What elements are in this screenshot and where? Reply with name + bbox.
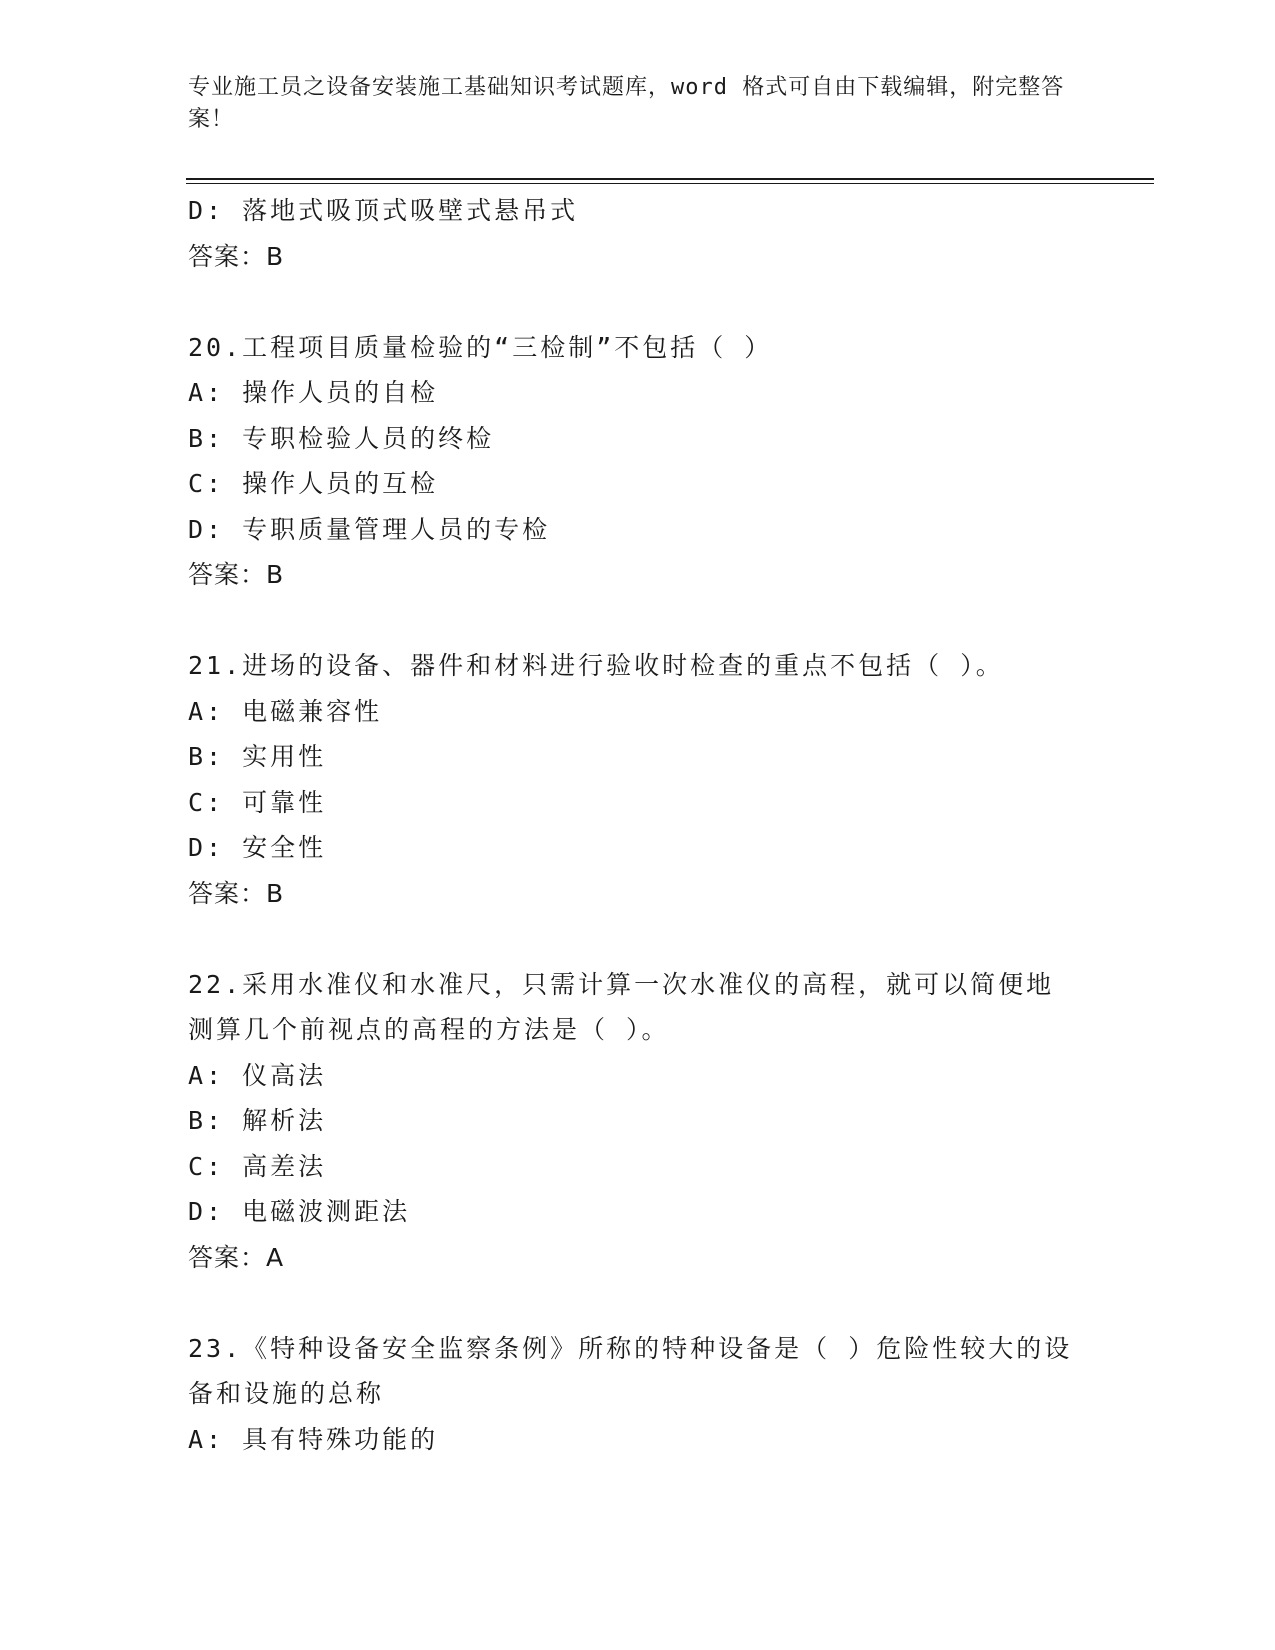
option-b: B: 专职检验人员的终检	[188, 423, 495, 453]
document-header: 专业施工员之设备安装施工基础知识考试题库，word 格式可自由下载编辑，附完整答案！	[188, 75, 1065, 132]
spacer	[188, 916, 1088, 962]
question-list	[188, 188, 1088, 1462]
option-a: A: 操作人员的自检	[188, 378, 439, 407]
option-a: A: 仪高法	[188, 1060, 327, 1090]
option-c: C: 高差法	[188, 1151, 327, 1181]
option-d: D: 落地式吸顶式吸壁式悬吊式	[188, 196, 579, 225]
option-b: B: 实用性	[188, 742, 327, 771]
option-c: C: 可靠性	[188, 787, 327, 817]
spacer	[188, 279, 1088, 325]
answer-line: 答案：B	[188, 878, 285, 908]
option-d: D: 安全性	[188, 833, 327, 862]
question-stem: 23.《特种设备安全监察条例》所称的特种设备是（ ）危险性较大的设备和设施的总称	[188, 1333, 1073, 1408]
option-b: B: 解析法	[188, 1106, 327, 1135]
answer-line: 答案：B	[188, 560, 285, 589]
spacer	[188, 1280, 1088, 1326]
option-a: A: 电磁兼容性	[188, 696, 383, 726]
header-divider-thin	[186, 183, 1154, 184]
option-a: A: 具有特殊功能的	[188, 1424, 439, 1454]
answer-line: 答案：B	[188, 241, 285, 271]
question-stem: 21.进场的设备、器件和材料进行验收时检查的重点不包括（ ）。	[188, 651, 1004, 680]
option-d: D: 电磁波测距法	[188, 1197, 411, 1226]
option-c: C: 操作人员的互检	[188, 469, 439, 498]
spacer	[188, 598, 1088, 644]
answer-line: 答案：A	[188, 1242, 285, 1272]
option-d: D: 专职质量管理人员的专检	[188, 514, 551, 544]
question-stem: 22.采用水准仪和水准尺，只需计算一次水准仪的高程，就可以简便地测算几个前视点的高程的方法是（ ）。	[188, 969, 1055, 1044]
header-divider-thick	[186, 178, 1154, 180]
question-stem: 20.工程项目质量检验的“三检制”不包括（ ）	[188, 332, 773, 362]
